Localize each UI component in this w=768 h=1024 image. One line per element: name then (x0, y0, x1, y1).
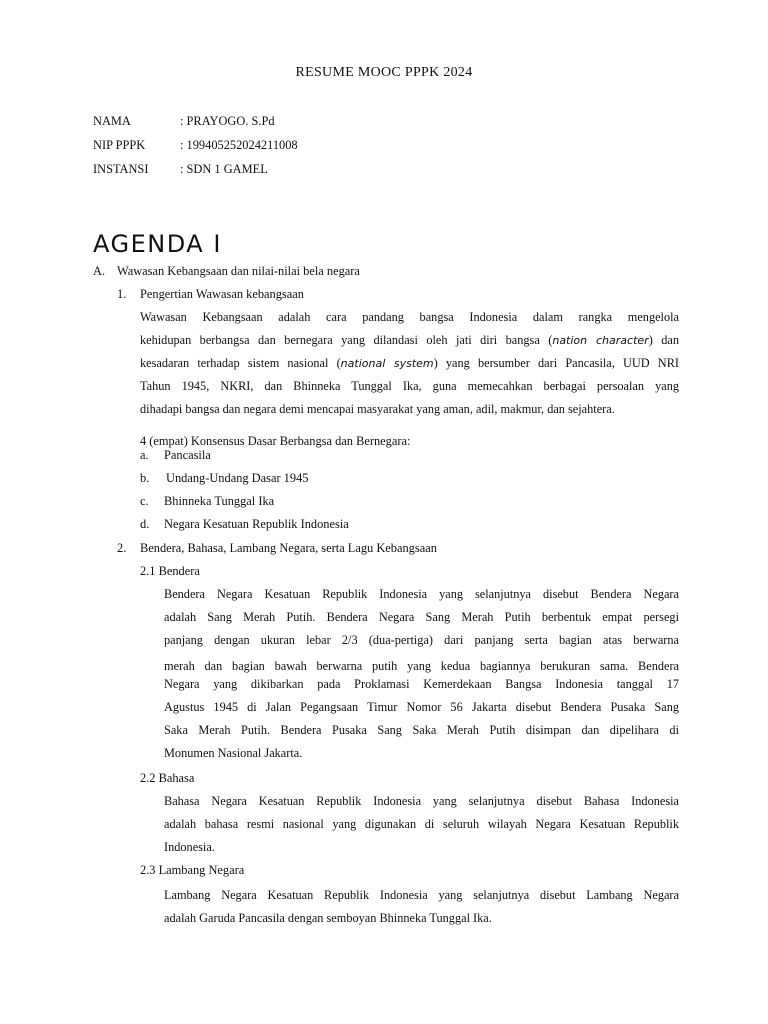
paragraph-line: Agustus 1945 di Jalan Pegangsaan Timur Nomor 56 Jakarta disebut Bendera Pusaka Sang (164, 700, 679, 714)
consensus-marker: c. (140, 494, 149, 508)
item-1-marker: 1. (117, 287, 127, 301)
subsection-lambang-heading: 2.3 Lambang Negara (140, 863, 245, 877)
paragraph-line: adalah Garuda Pancasila dengan semboyan Bhinneka Tunggal Ika. (164, 911, 492, 925)
consensus-item: Undang-Undang Dasar 1945 (166, 471, 309, 485)
emphasis-term: nation character (552, 334, 649, 347)
paragraph-line: Lambang Negara Kesatuan Republik Indonesia yang selanjutnya disebut Lambang Negara (164, 888, 679, 902)
paragraph-line: Bendera Negara Kesatuan Republik Indonesia yang selanjutnya disebut Bendera Negara (164, 587, 679, 601)
item-2-marker: 2. (117, 541, 127, 555)
paragraph-line: Negara yang dikibarkan pada Proklamasi Kemerdekaan Bangsa Indonesia tanggal 17 (164, 677, 679, 691)
paragraph-line: Indonesia. (164, 840, 215, 854)
identity-value-name: : PRAYOGO. S.Pd (180, 114, 275, 128)
document-title: RESUME MOOC PPPK 2024 (295, 65, 473, 80)
paragraph-line: adalah bahasa resmi nasional yang digunakan di seluruh wilayah Negara Kesatuan Republik (164, 817, 679, 831)
identity-value-nip: : 199405252024211008 (180, 138, 298, 152)
emphasis-term: national system (340, 357, 434, 370)
paragraph-line: dihadapi bangsa dan negara demi mencapai masyarakat yang aman, adil, makmur, dan sejahtera. (140, 402, 615, 416)
item-2-title: Bendera, Bahasa, Lambang Negara, serta Lagu Kebangsaan (140, 541, 437, 555)
paragraph-line: Monumen Nasional Jakarta. (164, 746, 303, 760)
subsection-bahasa-heading: 2.2 Bahasa (140, 771, 195, 785)
agenda-heading: AGENDA I (93, 230, 222, 258)
paragraph-line: Wawasan Kebangsaan adalah cara pandang bangsa Indonesia dalam rangka mengelola (140, 310, 679, 324)
consensus-item: Pancasila (164, 448, 211, 462)
paragraph-line: Tahun 1945, NKRI, dan Bhinneka Tunggal Ika, guna memecahkan berbagai persoalan yang (140, 379, 679, 393)
consensus-marker: b. (140, 471, 150, 485)
paragraph-line: kehidupan berbangsa dan bernegara yang dilandasi oleh jati diri bangsa (nation character) dan (140, 333, 679, 347)
consensus-marker: a. (140, 448, 149, 462)
paragraph-line: adalah Sang Merah Putih. Bendera Negara Sang Merah Putih berbentuk empat persegi (164, 610, 679, 624)
wawasan-paragraph (140, 310, 679, 425)
identity-label-nip: NIP PPPK (93, 138, 146, 152)
paragraph-line: Saka Merah Putih. Bendera Pusaka Sang Saka Merah Putih disimpan dan dipelihara di (164, 723, 679, 737)
paragraph-line: Bahasa Negara Kesatuan Republik Indonesia yang selanjutnya disebut Bahasa Indonesia (164, 794, 679, 808)
identity-label-name: NAMA (93, 114, 131, 128)
item-1-title: Pengertian Wawasan kebangsaan (140, 287, 304, 301)
section-a-title: Wawasan Kebangsaan dan nilai-nilai bela negara (117, 264, 360, 278)
identity-label-instansi: INSTANSI (93, 162, 149, 176)
identity-value-instansi: : SDN 1 GAMEL (180, 162, 268, 176)
lambang-paragraph (164, 888, 679, 934)
paragraph-line: kesadaran terhadap sistem nasional (national system) yang bersumber dari Pancasila, UUD NRI (140, 356, 679, 370)
bahasa-paragraph (164, 794, 679, 863)
bendera-paragraph-part2 (164, 659, 679, 769)
subsection-bendera-heading: 2.1 Bendera (140, 564, 200, 578)
section-a-marker: A. (93, 264, 106, 278)
consensus-heading: 4 (empat) Konsensus Dasar Berbangsa dan Bernegara: (140, 434, 411, 448)
consensus-marker: d. (140, 517, 150, 531)
consensus-item: Negara Kesatuan Republik Indonesia (164, 517, 349, 531)
consensus-item: Bhinneka Tunggal Ika (164, 494, 275, 508)
bendera-paragraph-part1 (164, 587, 679, 656)
paragraph-line: panjang dengan ukuran lebar 2/3 (dua-pertiga) dari panjang serta bagian atas berwarna (164, 633, 679, 647)
paragraph-line: merah dan bagian bawah berwarna putih yang kedua bagiannya berukuran sama. Bendera (164, 659, 679, 673)
